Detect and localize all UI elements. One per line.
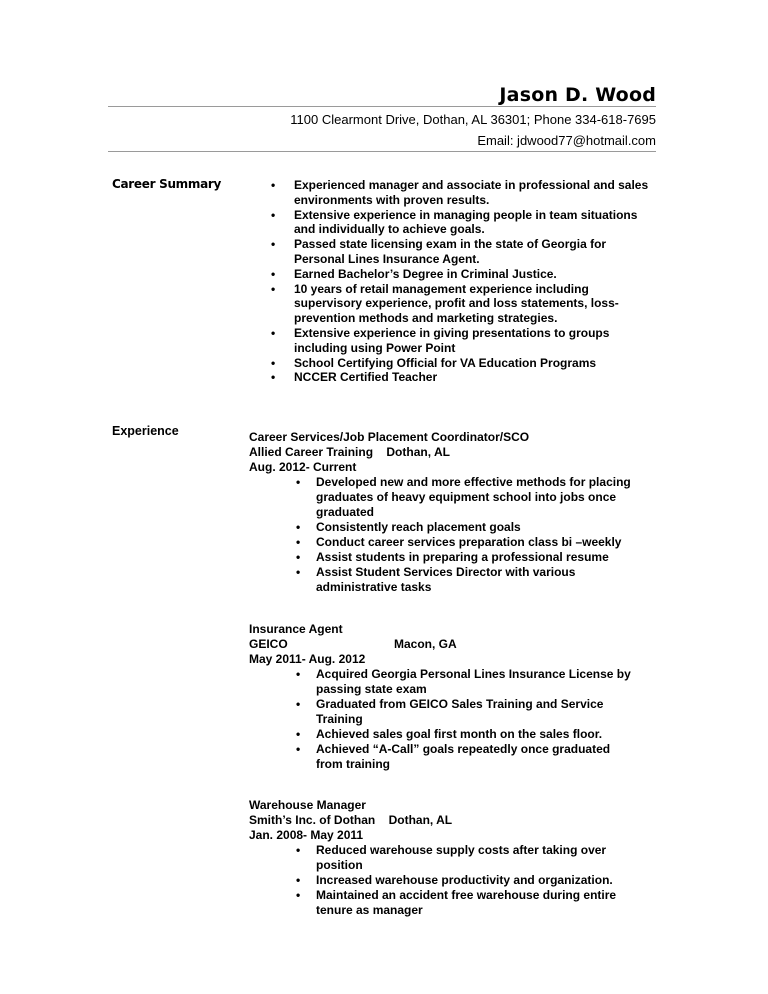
- job-bullet: • Maintained an accident free warehouse during entire tenure as manager: [249, 888, 636, 918]
- summary-item: • Passed state licensing exam in the state of Georgia for Personal Lines Insurance Agent.: [271, 237, 651, 267]
- career-summary-heading: Career Summary: [112, 177, 222, 191]
- job-bullet: • Increased warehouse productivity and organization.: [249, 873, 636, 888]
- job-company: Smith’s Inc. of Dothan: [249, 813, 376, 827]
- summary-item: • 10 years of retail management experience including supervisory experience, profit and loss statements, loss-prevention methods and marketing strategies.: [271, 282, 651, 326]
- job-title: Insurance Agent: [249, 622, 343, 636]
- job-bullet: • Assist students in preparing a professional resume: [249, 550, 636, 565]
- header-top-rule: [108, 106, 656, 107]
- summary-item: • Experienced manager and associate in professional and sales environments with proven results.: [271, 178, 651, 208]
- job-entry-allied: [249, 430, 659, 595]
- header-bottom-rule: [108, 151, 656, 152]
- summary-item: • Earned Bachelor’s Degree in Criminal Justice.: [271, 267, 651, 282]
- job-company: GEICO: [249, 637, 288, 651]
- job-location: Macon, GA: [394, 637, 457, 651]
- job-bullet: • Conduct career services preparation class bi –weekly: [249, 535, 636, 550]
- contact-email: Email: jdwood77@hotmail.com: [477, 133, 656, 148]
- job-dates: Aug. 2012- Current: [249, 460, 357, 474]
- job-company-line: [249, 813, 659, 828]
- job-company-line: [249, 637, 659, 652]
- job-bullet: • Graduated from GEICO Sales Training and Service Training: [249, 697, 636, 727]
- job-bullet: • Achieved “A-Call” goals repeatedly once graduated from training: [249, 742, 636, 772]
- job-title: Career Services/Job Placement Coordinator/SCO: [249, 430, 530, 444]
- summary-item: • Extensive experience in managing people in team situations and individually to achieve goals.: [271, 208, 651, 238]
- job-bullet: • Acquired Georgia Personal Lines Insurance License by passing state exam: [249, 667, 636, 697]
- job-bullet: • Assist Student Services Director with various administrative tasks: [249, 565, 636, 595]
- job-bullet: • Consistently reach placement goals: [249, 520, 636, 535]
- job-location: Dothan, AL: [386, 445, 450, 459]
- job-bullets: [249, 667, 659, 772]
- job-company: Allied Career Training: [249, 445, 374, 459]
- job-company-line: [249, 445, 659, 460]
- job-entry-geico: [249, 622, 659, 772]
- job-entry-smiths: [249, 798, 659, 918]
- job-title: Warehouse Manager: [249, 798, 366, 812]
- summary-item: • NCCER Certified Teacher: [271, 370, 651, 385]
- applicant-name: Jason D. Wood: [499, 84, 656, 106]
- job-bullet: • Reduced warehouse supply costs after taking over position: [249, 843, 636, 873]
- career-summary-list: [271, 178, 651, 385]
- summary-item: • School Certifying Official for VA Education Programs: [271, 356, 651, 371]
- job-dates: May 2011- Aug. 2012: [249, 652, 366, 666]
- job-dates: Jan. 2008- May 2011: [249, 828, 364, 842]
- contact-address: 1100 Clearmont Drive, Dothan, AL 36301; Phone 334-618-7695: [290, 112, 656, 127]
- job-bullet: • Achieved sales goal first month on the sales floor.: [249, 727, 636, 742]
- job-location: Dothan, AL: [388, 813, 453, 827]
- experience-heading: Experience: [112, 424, 179, 438]
- job-bullet: • Developed new and more effective methods for placing graduates of heavy equipment school into jobs once graduated: [249, 475, 636, 520]
- job-bullets: [249, 475, 659, 595]
- job-bullets: [249, 843, 659, 918]
- summary-item: • Extensive experience in giving presentations to groups including using Power Point: [271, 326, 651, 356]
